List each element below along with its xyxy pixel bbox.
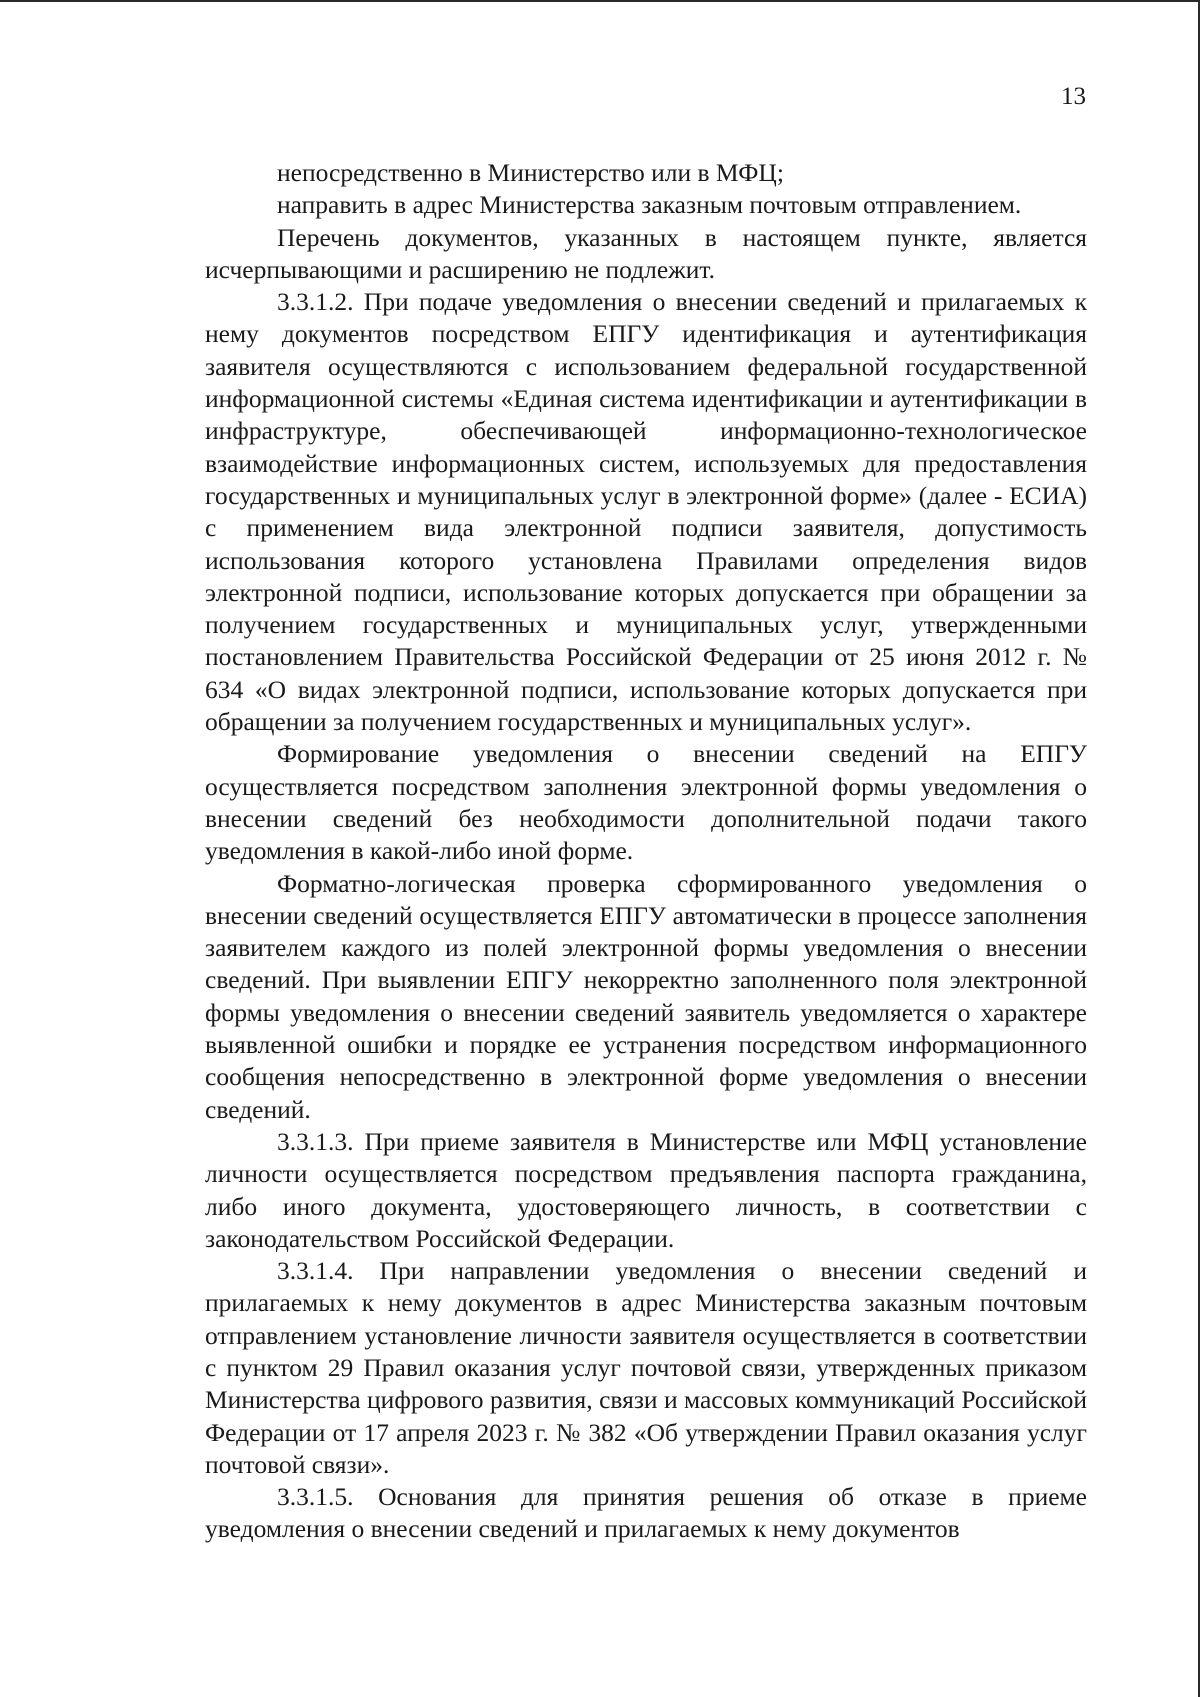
document-body bbox=[205, 157, 1087, 1546]
paragraph-4: 3.3.1.2. При подаче уведомления о внесении сведений и прилагаемых к нему документов посредством ЕПГУ идентификация и аутентификация заявителя осуществляются с использованием федеральной государственной информационной системы «Единая система идентификации и аутентификации в инфраструктуре, обеспечивающей информационно-технологическое взаимодействие информационных систем, используемых для предоставления государственных и муниципальных услуг в электронной форме» (далее - ЕСИА) с применением вида электронной подписи заявителя, допустимость использования которого установлена Правилами определения видов электронной подписи, использование которых допускается при обращении за получением государственных и муниципальных услуг, утвержденными постановлением Правительства Российской Федерации от 25 июня 2012 г. № 634 «О видах электронной подписи, использование которых допускается при обращении за получением государственных и муниципальных услуг». bbox=[205, 287, 1087, 737]
paragraph-7: 3.3.1.3. При приеме заявителя в Министерстве или МФЦ установление личности осуществляется посредством предъявления паспорта гражданина, либо иного документа, удостоверяющего личность, в соответствии с законодательством Российской Федерации. bbox=[205, 1126, 1087, 1253]
paragraph-1: непосредственно в Министерство или в МФЦ; bbox=[277, 158, 784, 187]
paragraph-2: направить в адрес Министерства заказным почтовым отправлением. bbox=[277, 190, 1022, 220]
paragraph-9: 3.3.1.5. Основания для принятия решения об отказе в приеме уведомления о внесении сведений и прилагаемых к нему документов bbox=[205, 1482, 1087, 1544]
paragraph-5: Формирование уведомления о внесении сведений на ЕПГУ осуществляется посредством заполнения электронной формы уведомления о внесении сведений без необходимости дополнительной подачи такого уведомления в какой-либо иной форме. bbox=[205, 739, 1087, 866]
paragraph-3: Перечень документов, указанных в настоящем пункте, является исчерпывающими и расширению не подлежит. bbox=[205, 222, 1087, 284]
page-number: 13 bbox=[1061, 83, 1086, 110]
paragraph-8: 3.3.1.4. При направлении уведомления о внесении сведений и прилагаемых к нему документов в адрес Министерства заказным почтовым отправлением установление личности заявителя осуществляется в соответствии с пунктом 29 Правил оказания услуг почтовой связи, утвержденных приказом Министерства цифрового развития, связи и массовых коммуникаций Российской Федерации от 17 апреля 2023 г. № 382 «Об утверждении Правил оказания услуг почтовой связи». bbox=[205, 1256, 1087, 1479]
paragraph-6: Форматно-логическая проверка сформированного уведомления о внесении сведений осуществляется ЕПГУ автоматически в процессе заполнения заявителем каждого из полей электронной формы уведомления о внесении сведений. При выявлении ЕПГУ некорректно заполненного поля электронной формы уведомления о внесении сведений заявитель уведомляется о характере выявленной ошибки и порядке ее устранения посредством информационного сообщения непосредственно в электронной форме уведомления о внесении сведений. bbox=[205, 868, 1087, 1124]
